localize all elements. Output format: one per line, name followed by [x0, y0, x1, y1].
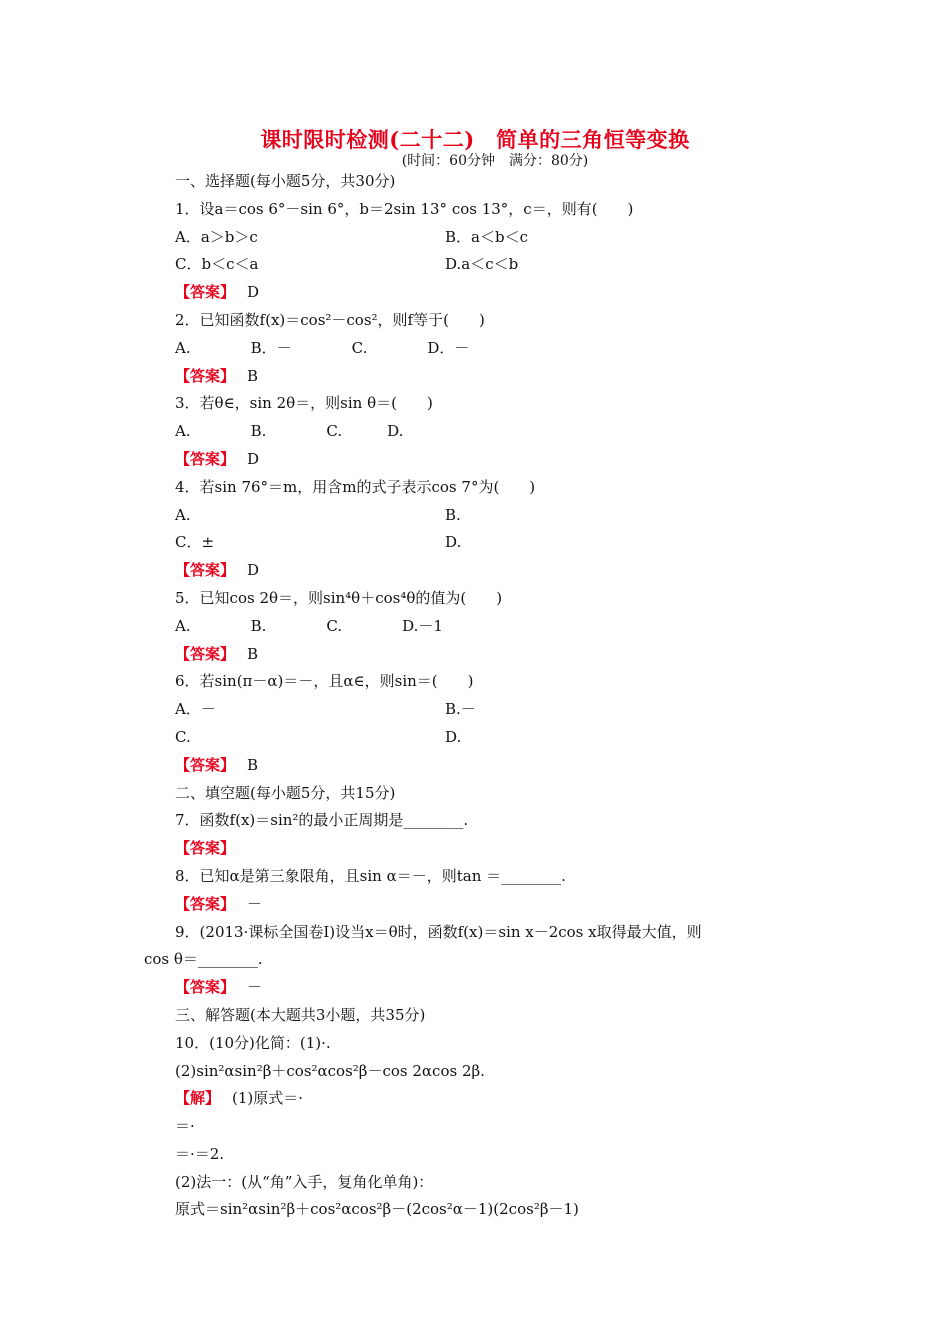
- question-9-stem-continued: cos θ＝________.: [144, 950, 263, 969]
- answer-tag: 【答案】: [175, 366, 236, 385]
- question-3-answer: [175, 446, 815, 474]
- question-6-option-c: C.: [175, 727, 191, 746]
- question-1-option-b: B．a＜b＜c: [445, 227, 528, 246]
- answer-value: D: [247, 561, 260, 580]
- solution-step-2: ＝·＝2.: [175, 1144, 225, 1163]
- answer-tag: 【答案】: [175, 894, 236, 913]
- question-1-option-d: D.a＜c＜b: [445, 255, 519, 274]
- question-1-option-a: A．a＞b＞c: [175, 227, 258, 246]
- solution-step-1: ＝·: [175, 1117, 195, 1136]
- answer-tag: 【答案】: [175, 644, 236, 663]
- answer-value: －: [247, 978, 263, 997]
- answer-value: B: [247, 644, 259, 663]
- question-4-stem: 4．若sin 76°＝m，用含m的式子表示cos 7°为( ): [175, 477, 536, 496]
- solution-method: (2)法一：(从“角”入手，复角化单角)：: [175, 1172, 434, 1191]
- question-4-option-a: A.: [175, 505, 191, 524]
- question-6-options-row2: [175, 724, 815, 752]
- question-10-solution: [175, 1085, 815, 1113]
- page-title: 课时限时检测(二十二) 简单的三角恒等变换: [260, 127, 690, 152]
- question-1-option-c: C．b＜c＜a: [175, 255, 259, 274]
- question-10-part2: (2)sin²αsin²β＋cos²αcos²β－cos 2αcos 2β.: [175, 1061, 485, 1080]
- question-9-stem: 9．(2013·课标全国卷Ⅰ)设当x＝θ时，函数f(x)＝sin x－2cos x取得最大值，则: [175, 922, 702, 941]
- question-8-answer: [175, 891, 815, 919]
- question-4-option-d: D.: [445, 533, 462, 552]
- answer-value: B: [247, 366, 259, 385]
- section-heading-solve: 三、解答题(本大题共3小题，共35分): [175, 1005, 426, 1024]
- answer-tag: 【答案】: [175, 283, 236, 302]
- question-10-stem: 10．(10分)化简：(1)·.: [175, 1033, 331, 1052]
- solution-line-1: (1)原式＝·: [232, 1089, 304, 1108]
- question-4-answer: [175, 557, 815, 585]
- question-4-options-row2: [175, 529, 815, 557]
- question-7-stem: 7．函数f(x)＝sin²的最小正周期是________.: [175, 811, 469, 830]
- question-2-answer: [175, 363, 815, 391]
- question-2-options: A. B．－ C. D．－: [175, 338, 470, 357]
- question-2-stem: 2．已知函数f(x)＝cos²－cos²，则f等于( ): [175, 310, 485, 329]
- solution-step-3: 原式＝sin²αsin²β＋cos²αcos²β－(2cos²α－1)(2cos²β－1): [175, 1200, 579, 1219]
- question-7-answer: [175, 835, 815, 863]
- answer-tag: 【答案】: [175, 755, 236, 774]
- question-5-options: A. B. C. D.－1: [175, 616, 443, 635]
- section-heading-choice: 一、选择题(每小题5分，共30分): [175, 172, 396, 190]
- question-6-options-row1: [175, 696, 815, 724]
- answer-tag: 【答案】: [175, 839, 236, 858]
- answer-tag: 【答案】: [175, 449, 236, 468]
- question-6-stem: 6．若sin(π－α)＝－，且α∈，则sin＝( ): [175, 672, 474, 691]
- question-1-options-row1: [175, 224, 815, 252]
- question-4-option-c: C．±: [175, 533, 215, 552]
- answer-tag: 【答案】: [175, 978, 236, 997]
- question-9-answer: [175, 974, 815, 1002]
- question-3-options: A. B. C. D.: [175, 422, 404, 441]
- question-4-options-row1: [175, 502, 815, 530]
- question-1-options-row2: [175, 251, 815, 279]
- question-6-option-a: A．－: [175, 700, 216, 719]
- answer-value: D: [247, 449, 260, 468]
- question-6-option-b: B.－: [445, 700, 476, 719]
- question-8-stem: 8．已知α是第三象限角，且sin α＝－，则tan ＝________.: [175, 866, 566, 885]
- question-1-answer: [175, 279, 815, 307]
- answer-value: D: [247, 283, 260, 302]
- answer-tag: 【答案】: [175, 561, 236, 580]
- question-3-stem: 3．若θ∈，sin 2θ＝，则sin θ＝( ): [175, 394, 433, 413]
- question-5-stem: 5．已知cos 2θ＝，则sin⁴θ＋cos⁴θ的值为( ): [175, 588, 503, 607]
- question-6-option-d: D.: [445, 727, 462, 746]
- answer-value: B: [247, 755, 259, 774]
- page-subtitle: (时间：60分钟 满分：80分): [401, 153, 589, 169]
- question-4-option-b: B.: [445, 505, 461, 524]
- document-body: [144, 168, 815, 1224]
- question-1-stem: 1．设a＝cos 6°－sin 6°，b＝2sin 13° cos 13°，c＝，则有( ): [175, 199, 634, 218]
- answer-value: －: [247, 894, 263, 913]
- question-5-answer: [175, 641, 815, 669]
- solution-tag: 【解】: [175, 1089, 221, 1108]
- question-6-answer: [175, 752, 815, 780]
- section-heading-fill: 二、填空题(每小题5分，共15分): [175, 783, 396, 802]
